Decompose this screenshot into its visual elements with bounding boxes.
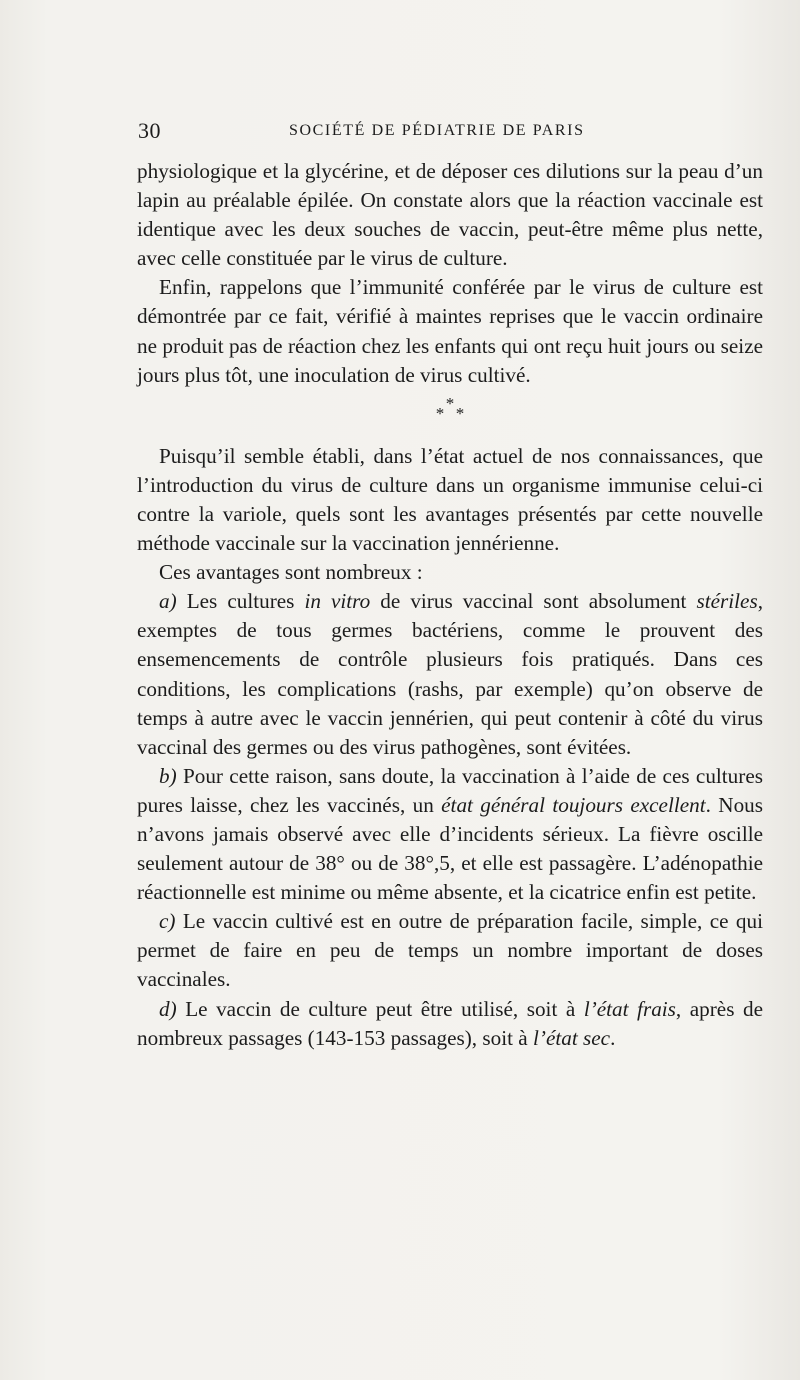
paragraph-advantages-intro: Ces avantages sont nombreux :	[159, 560, 423, 585]
asterism-star-left: *	[435, 403, 445, 423]
asterism-separator	[137, 394, 763, 432]
item-marker-b: b)	[159, 763, 177, 788]
item-marker-d: d)	[159, 996, 177, 1021]
body-text	[137, 157, 763, 1053]
list-item-d: d) Le vaccin de culture peut être utilisé, soit à l’état frais, après de nombreux passages (143-153 passages), soit à l’état sec.	[137, 996, 763, 1050]
list-item-a: a) Les cultures in vitro de virus vaccinal sont absolument stériles, exemptes de tous germes bactériens, comme le prouvent des ensemencements de contrôle plusieurs fois pratiqués. Dans ces conditions, les complications (rashs, par exemple) qu’on observe de temps à autre avec le vaccin jennérien, qui peut contenir à côté du virus vaccinal des germes ou des virus pathogènes, sont évitées.	[137, 589, 763, 759]
asterism-star-top: *	[445, 393, 455, 413]
paragraph-continuation: physiologique et la glycérine, et de déposer ces dilutions sur la peau d’un lapin au préalable épilée. On constate alors que la réaction vaccinale est identique avec les deux souches de vaccin, peut-être même plus nette, avec celle constituée par le virus de culture.	[137, 159, 763, 271]
page-number: 30	[138, 118, 161, 143]
list-item-c: c) Le vaccin cultivé est en outre de préparation facile, simple, ce qui permet de faire en peu de temps un nombre important de doses vaccinales.	[137, 909, 763, 992]
paragraph-immunity: Enfin, rappelons que l’immunité conférée par le virus de culture est démontrée par ce fait, vérifié à maintes reprises que le vaccin ordinaire ne produit pas de réaction chez les enfants qui ont reçu huit jours ou seize jours plus tôt, une inoculation de virus cultivé.	[137, 275, 763, 387]
running-title: SOCIÉTÉ DE PÉDIATRIE DE PARIS	[289, 122, 585, 139]
item-marker-a: a)	[159, 589, 177, 614]
page-header	[138, 118, 764, 148]
paragraph-advantages-question: Puisqu’il semble établi, dans l’état actuel de nos connaissances, que l’introduction du virus de culture dans un organisme immunise celui-ci contre la variole, quels sont les avantages présentés par cette nouvelle méthode vaccinale sur la vaccination jennérienne.	[137, 443, 763, 556]
asterism-star-right: *	[455, 403, 465, 423]
item-marker-c: c)	[159, 909, 176, 934]
list-item-b: b) Pour cette raison, sans doute, la vaccination à l’aide de ces cultures pures laisse, chez les vaccinés, un état général toujours excellent. Nous n’avons jamais observé avec elle d’incidents sérieux. La fièvre oscille seulement autour de 38° ou de 38°,5, et elle est passagère. L’adénopathie réactionnelle est minime ou même absente, et la cicatrice enfin est petite.	[137, 763, 764, 905]
